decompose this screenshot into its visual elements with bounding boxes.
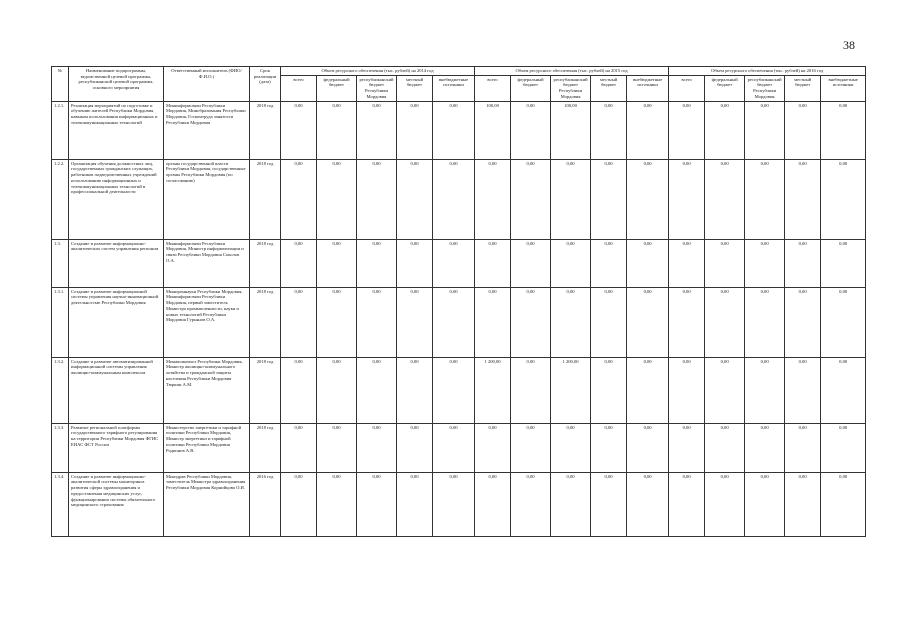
value-cell: 0,00 — [745, 472, 785, 536]
value-cell: 0,00 — [397, 287, 433, 357]
value-cell: 0,00 — [551, 159, 591, 239]
header-no: № — [52, 67, 69, 102]
value-cell: 100,00 — [551, 101, 591, 159]
table-row — [52, 239, 866, 287]
value-cell: 0,00 — [281, 472, 317, 536]
value-cell: 0,00 — [357, 101, 397, 159]
value-cell: 0,00 — [433, 101, 475, 159]
value-cell: 0,00 — [317, 472, 357, 536]
header-term: Срок реализации (дата) — [250, 67, 281, 102]
value-cell: 0,00 — [785, 287, 821, 357]
value-cell: 0,00 — [669, 423, 705, 472]
subheader: всего — [669, 75, 705, 101]
value-cell: 0,00 — [433, 357, 475, 423]
value-cell: 0,00 — [591, 101, 627, 159]
value-cell: 0,00 — [669, 159, 705, 239]
row-name: Развитие региональной платформы государственного тарифного регулирования на территории Республики Мордовия ФГИС ЕИАС ФСТ России — [69, 423, 164, 472]
value-cell: 1 200,00 — [475, 357, 511, 423]
row-term: 2018 год — [250, 239, 281, 287]
value-cell: 0,00 — [705, 472, 745, 536]
row-number: 1.2.1. — [52, 101, 69, 159]
subheader: республиканский бюджет Республики Мордовия — [745, 75, 785, 101]
value-cell: 0,00 — [745, 239, 785, 287]
value-cell: 0,00 — [433, 159, 475, 239]
value-cell: 0,00 — [745, 101, 785, 159]
value-cell: 0,00 — [591, 423, 627, 472]
row-name: Создание и развитие автоматизированной информационной системы управления жилищно-коммунальным комплексом — [69, 357, 164, 423]
row-name: Реализация мероприятий по подготовке и обучению жителей Республики Мордовия навыкам использования информационных и телекоммуникационных технологий — [69, 101, 164, 159]
value-cell: 0,00 — [627, 472, 669, 536]
value-cell: 0,00 — [821, 101, 866, 159]
value-cell: 0,00 — [591, 287, 627, 357]
value-cell: 0,00 — [511, 101, 551, 159]
value-cell: 0,00 — [705, 423, 745, 472]
value-cell: 0,00 — [591, 357, 627, 423]
value-cell: 0,00 — [317, 423, 357, 472]
value-cell: 1 200,00 — [551, 357, 591, 423]
value-cell: 0,00 — [511, 287, 551, 357]
row-name: Создание и развитие информационной системы управления научно-инновационной деятельностью Республики Мордовия — [69, 287, 164, 357]
value-cell: 0,00 — [745, 287, 785, 357]
value-cell: 0,00 — [551, 472, 591, 536]
value-cell: 0,00 — [511, 239, 551, 287]
value-cell: 0,00 — [785, 239, 821, 287]
row-term: 2018 год — [250, 101, 281, 159]
value-cell: 0,00 — [821, 357, 866, 423]
row-executor: Министерство энергетики и тарифной политики Республики Мордовия, Министр энергетики и тарифной политики Республики Мордовия Родионов А.В. — [164, 423, 250, 472]
value-cell: 0,00 — [317, 159, 357, 239]
subheader: федеральный бюджет — [511, 75, 551, 101]
value-cell: 0,00 — [511, 159, 551, 239]
table-row — [52, 472, 866, 536]
value-cell: 0,00 — [591, 159, 627, 239]
value-cell: 0,00 — [627, 159, 669, 239]
value-cell: 0,00 — [669, 357, 705, 423]
subheader: республиканский бюджет Республики Мордовия — [357, 75, 397, 101]
value-cell: 0,00 — [591, 239, 627, 287]
value-cell: 0,00 — [627, 287, 669, 357]
value-cell: 0,00 — [627, 101, 669, 159]
value-cell: 0,00 — [785, 423, 821, 472]
value-cell: 0,00 — [281, 239, 317, 287]
subheader: внебюджетные источники — [627, 75, 669, 101]
subheader: всего — [281, 75, 317, 101]
value-cell: 0,00 — [627, 423, 669, 472]
subheader: местный бюджет — [397, 75, 433, 101]
subheader: местный бюджет — [785, 75, 821, 101]
subheader: внебюджетные источники — [821, 75, 866, 101]
row-name: Создание и развитие информационно-аналитических систем управления регионом — [69, 239, 164, 287]
row-executor: Мининформсвязи Республики Мордовия, Министр информатизации и связи Республики Мордовия Соколов О.А. — [164, 239, 250, 287]
row-term: 2018 год — [250, 287, 281, 357]
value-cell: 0,00 — [705, 357, 745, 423]
value-cell: 0,00 — [433, 472, 475, 536]
row-number: 1.3.4. — [52, 472, 69, 536]
table-row — [52, 101, 866, 159]
subheader: федеральный бюджет — [317, 75, 357, 101]
value-cell: 0,00 — [317, 101, 357, 159]
row-executor: Минпромнауки Республики Мордовия, Мининформсвязи Республики Мордовия, первый заместитель Министра промышленности, науки и новых технологий Республики Мордовия Гурьянов О.А. — [164, 287, 250, 357]
value-cell: 0,00 — [705, 287, 745, 357]
header-group-2016: Объем ресурсного обеспечения (тыс. рублей) на 2016 год — [669, 67, 866, 76]
value-cell: 0,00 — [511, 423, 551, 472]
row-executor: Минздрав Республики Мордовия, заместитель Министра здравоохранения Республики Мордовия Корнийцова О.И. — [164, 472, 250, 536]
row-number: 1.3.3. — [52, 423, 69, 472]
value-cell: 0,00 — [821, 287, 866, 357]
value-cell: 0,00 — [433, 423, 475, 472]
value-cell: 0,00 — [821, 239, 866, 287]
value-cell: 0,00 — [281, 357, 317, 423]
value-cell: 0,00 — [281, 423, 317, 472]
value-cell: 0,00 — [433, 239, 475, 287]
row-number: 1.2.2. — [52, 159, 69, 239]
value-cell: 0,00 — [317, 357, 357, 423]
page-number: 38 — [843, 38, 855, 52]
subheader: местный бюджет — [591, 75, 627, 101]
value-cell: 0,00 — [357, 287, 397, 357]
row-number: 1.3. — [52, 239, 69, 287]
value-cell: 0,00 — [397, 101, 433, 159]
header-group-2015: Объем ресурсного обеспечения (тыс. рублей) на 2015 год — [475, 67, 669, 76]
value-cell: 0,00 — [397, 239, 433, 287]
header-executor: Ответственный исполнитель (ФИО/Ф.И.О.) — [164, 67, 250, 102]
value-cell: 0,00 — [433, 287, 475, 357]
table-body — [52, 101, 866, 536]
table-row — [52, 159, 866, 239]
value-cell: 0,00 — [281, 101, 317, 159]
row-executor: органы государственной власти Республики Мордовия, государственные органы Республики Мордовия (по согласованию) — [164, 159, 250, 239]
value-cell: 0,00 — [785, 357, 821, 423]
value-cell: 0,00 — [281, 287, 317, 357]
table-row — [52, 357, 866, 423]
subheader: федеральный бюджет — [705, 75, 745, 101]
row-name: Организация обучения должностных лиц, государственных гражданских служащих, работников подведомственных учреждений использованию информационных и телекоммуникационных технологий в профессиональной деятельности — [69, 159, 164, 239]
value-cell: 0,00 — [821, 423, 866, 472]
value-cell: 0,00 — [705, 159, 745, 239]
value-cell: 100,00 — [475, 101, 511, 159]
value-cell: 0,00 — [357, 239, 397, 287]
value-cell: 0,00 — [397, 357, 433, 423]
subheader: республиканский бюджет Республики Мордовия — [551, 75, 591, 101]
value-cell: 0,00 — [475, 472, 511, 536]
value-cell: 0,00 — [745, 357, 785, 423]
value-cell: 0,00 — [397, 423, 433, 472]
row-number: 1.3.1. — [52, 287, 69, 357]
value-cell: 0,00 — [627, 357, 669, 423]
value-cell: 0,00 — [669, 287, 705, 357]
value-cell: 0,00 — [357, 159, 397, 239]
header-group-2014: Объем ресурсного обеспечения (тыс. рублей) на 2014 год — [281, 67, 475, 76]
value-cell: 0,00 — [785, 472, 821, 536]
value-cell: 0,00 — [357, 357, 397, 423]
value-cell: 0,00 — [669, 101, 705, 159]
value-cell: 0,00 — [511, 357, 551, 423]
value-cell: 0,00 — [475, 287, 511, 357]
value-cell: 0,00 — [785, 159, 821, 239]
value-cell: 0,00 — [551, 287, 591, 357]
value-cell: 0,00 — [511, 472, 551, 536]
value-cell: 0,00 — [821, 159, 866, 239]
value-cell: 0,00 — [627, 239, 669, 287]
value-cell: 0,00 — [591, 472, 627, 536]
table-row — [52, 287, 866, 357]
resource-table — [51, 66, 866, 537]
value-cell: 0,00 — [669, 472, 705, 536]
value-cell: 0,00 — [551, 423, 591, 472]
row-term: 2018 год — [250, 423, 281, 472]
value-cell: 0,00 — [551, 239, 591, 287]
value-cell: 0,00 — [475, 423, 511, 472]
value-cell: 0,00 — [745, 159, 785, 239]
row-executor: Мининформсвязи Республики Мордовия, Минобразования Республики Мордовия, Госкомтруда занятости Республики Мордовия — [164, 101, 250, 159]
table-row — [52, 423, 866, 472]
value-cell: 0,00 — [357, 423, 397, 472]
row-term: 2018 год — [250, 159, 281, 239]
row-term: 2016 год — [250, 472, 281, 536]
value-cell: 0,00 — [705, 101, 745, 159]
value-cell: 0,00 — [785, 101, 821, 159]
value-cell: 0,00 — [705, 239, 745, 287]
row-name: Создание и развитие информационно-аналитической системы мониторинга развития сферы здравоохранения и предоставления медицинских услуг, функционирования системы обязательного медицинского страхования — [69, 472, 164, 536]
value-cell: 0,00 — [745, 423, 785, 472]
table-header — [52, 67, 866, 102]
value-cell: 0,00 — [397, 159, 433, 239]
value-cell: 0,00 — [397, 472, 433, 536]
value-cell: 0,00 — [475, 239, 511, 287]
value-cell: 0,00 — [317, 287, 357, 357]
value-cell: 0,00 — [475, 159, 511, 239]
row-number: 1.3.2. — [52, 357, 69, 423]
subheader: внебюджетные источники — [433, 75, 475, 101]
row-term: 2018 год — [250, 357, 281, 423]
value-cell: 0,00 — [821, 472, 866, 536]
value-cell: 0,00 — [669, 239, 705, 287]
value-cell: 0,00 — [281, 159, 317, 239]
row-executor: Минжилкомхоз Республики Мордовия, Министр жилищно-коммунального хозяйства и гражданской защиты населения Республики Мордовия Тюркин А.М. — [164, 357, 250, 423]
subheader: всего — [475, 75, 511, 101]
header-name: Наименование подпрограммы, ведомственной целевой программы, республиканской целевой программы, основного мероприятия — [69, 67, 164, 102]
value-cell: 0,00 — [357, 472, 397, 536]
value-cell: 0,00 — [317, 239, 357, 287]
